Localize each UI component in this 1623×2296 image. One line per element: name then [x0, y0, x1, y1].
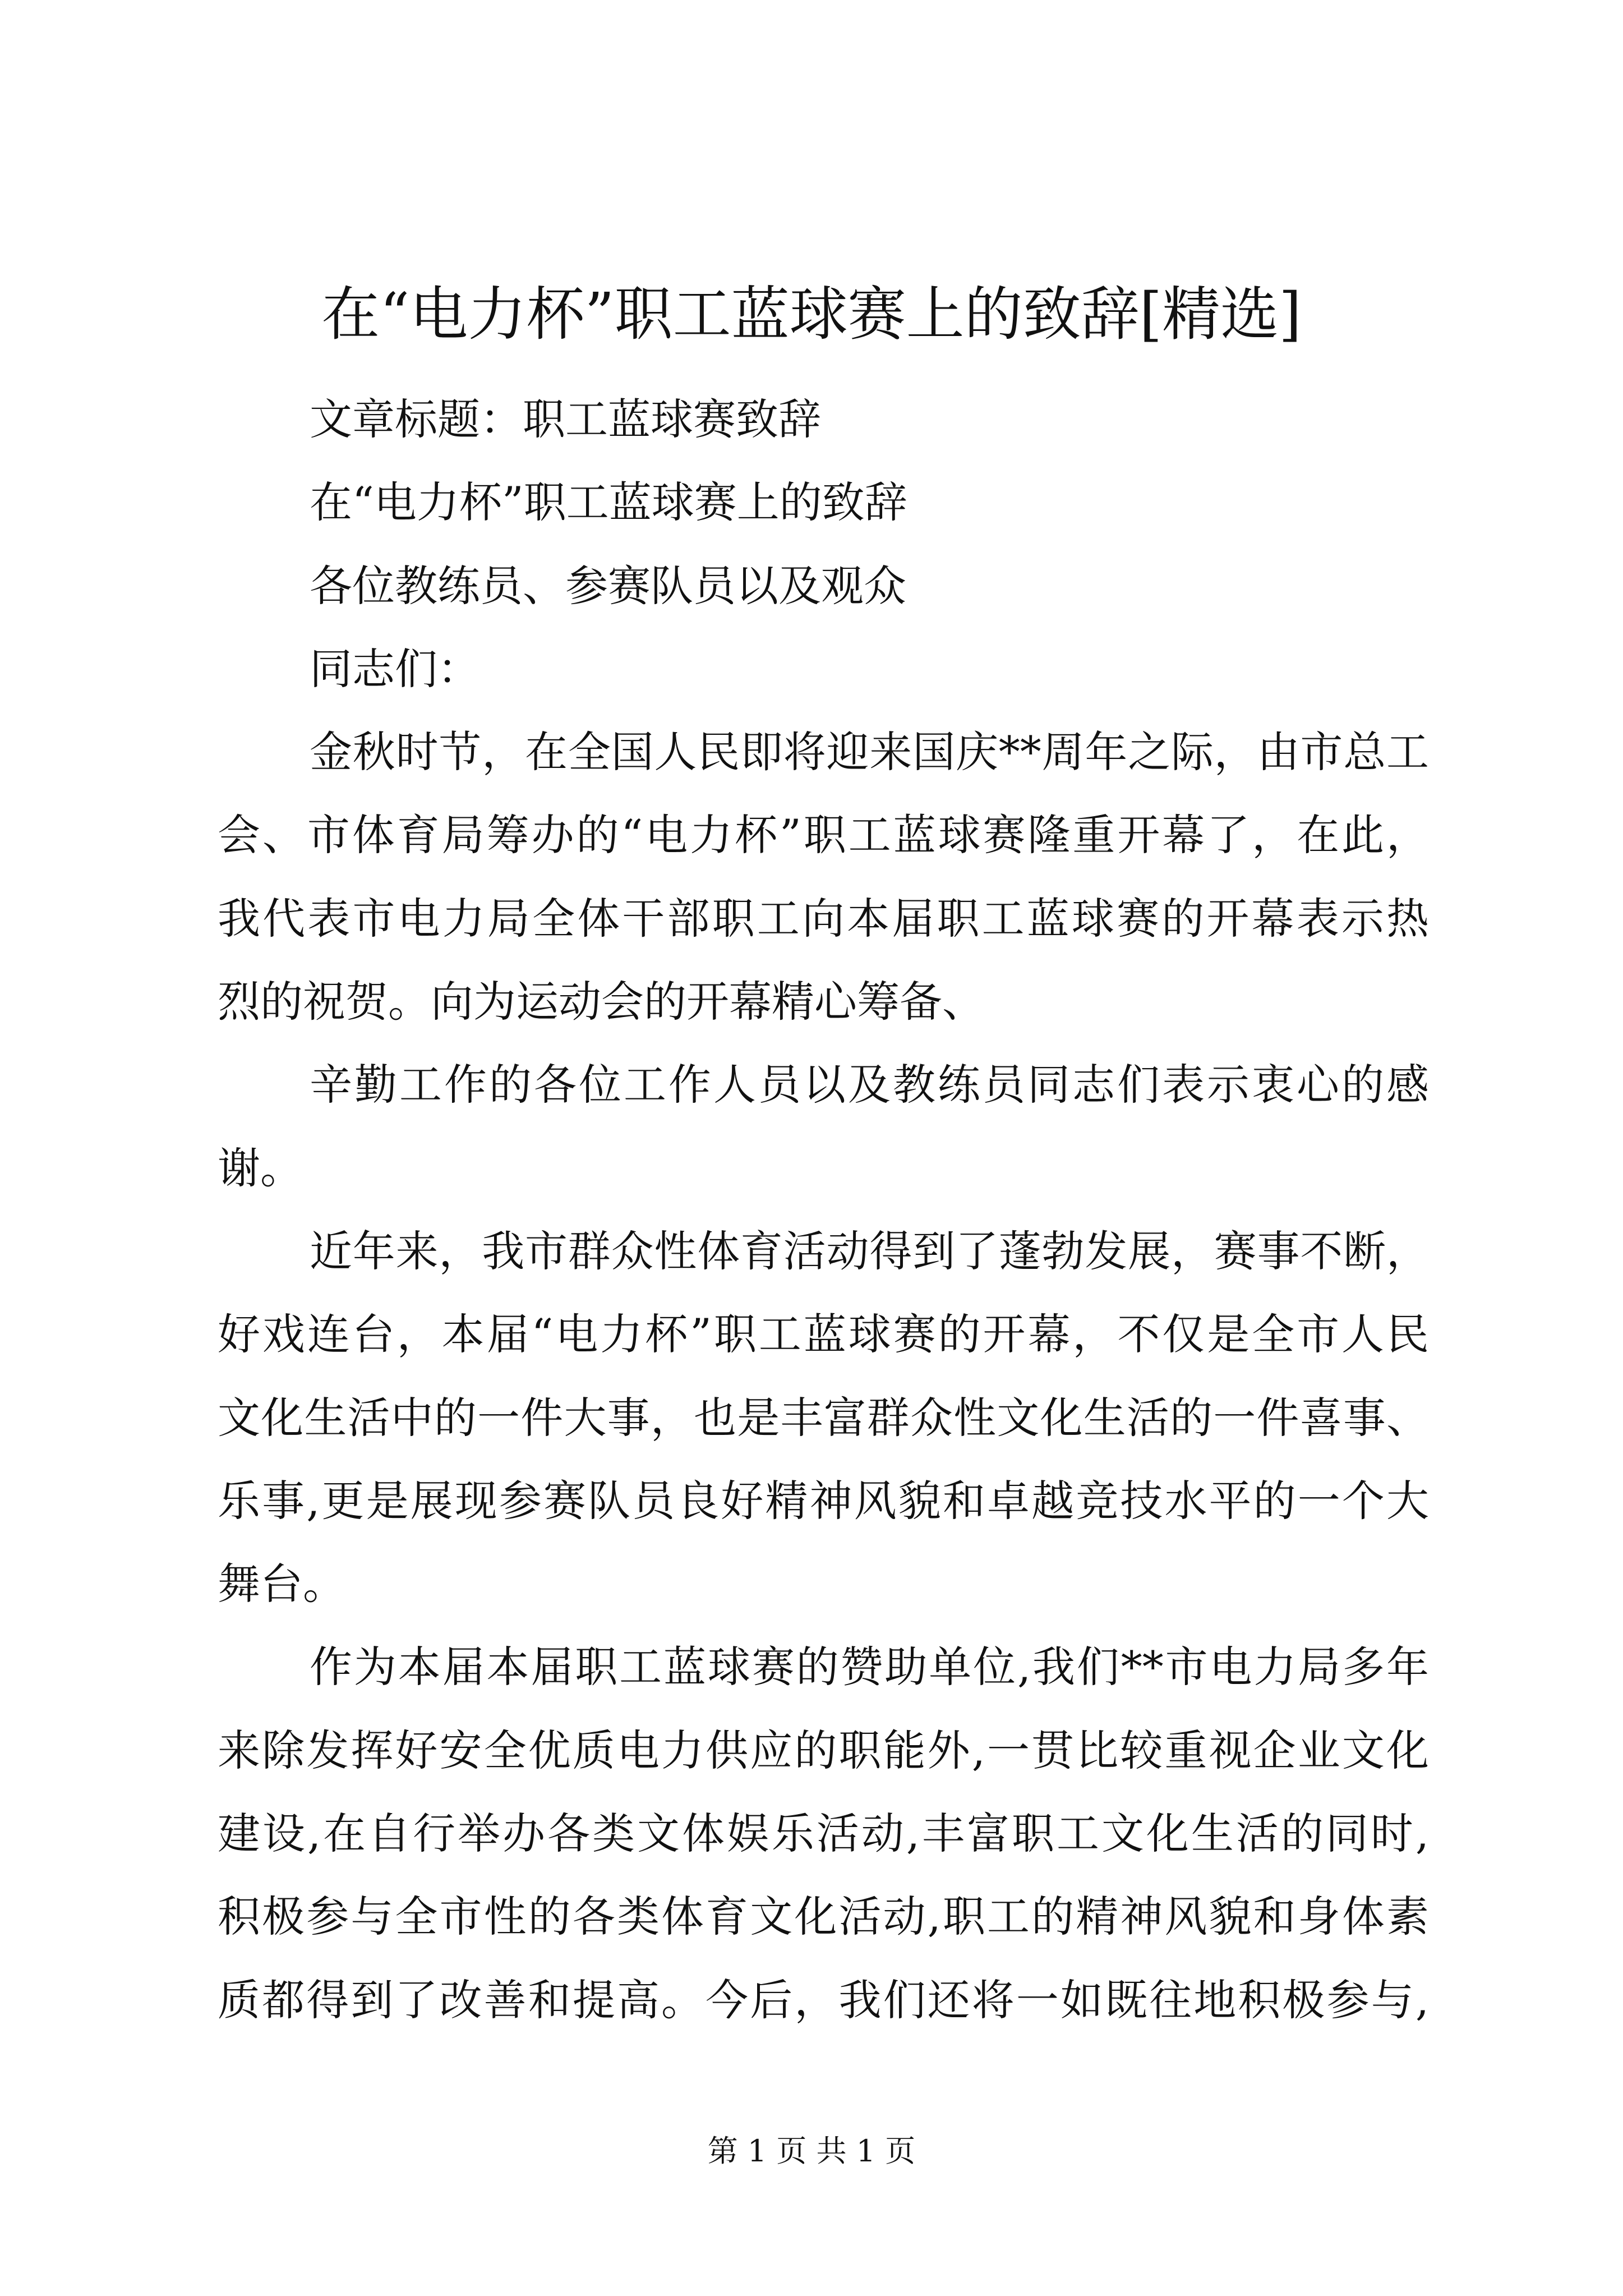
text-line: 谢。 — [218, 1143, 303, 1193]
text-line: 各位教练员、参赛队员以及观众 — [310, 560, 906, 611]
text-line: 近年来，我市群众性体育活动得到了蓬勃发展，赛事不断， — [310, 1226, 1429, 1276]
text-line: 金秋时节，在全国人民即将迎来国庆**周年之际，由市总工 — [310, 727, 1429, 777]
page-footer: 第 1 页 共 1 页 — [707, 2133, 916, 2169]
text-line: 好戏连台，本届“电力杯”职工蓝球赛的开幕，不仅是全市人民 — [218, 1309, 1429, 1360]
text-line: 作为本届本届职工蓝球赛的赞助单位,我们**市电力局多年 — [310, 1642, 1429, 1692]
text-line: 乐事,更是展现参赛队员良好精神风貌和卓越竞技水平的一个大 — [218, 1475, 1429, 1526]
text-line: 建设,在自行举办各类文体娱乐活动,丰富职工文化生活的同时, — [218, 1809, 1429, 1859]
text-line: 质都得到了改善和提高。今后，我们还将一如既往地积极参与, — [218, 1975, 1429, 2025]
text-line: 来除发挥好安全优质电力供应的职能外,一贯比较重视企业文化 — [218, 1725, 1429, 1775]
text-line: 积极参与全市性的各类体育文化活动,职工的精神风貌和身体素 — [218, 1892, 1429, 1942]
text-line: 文化生活中的一件大事，也是丰富群众性文化生活的一件喜事、 — [218, 1392, 1429, 1443]
text-line: 在“电力杯”职工蓝球赛上的致辞 — [310, 477, 907, 528]
text-line: 我代表市电力局全体干部职工向本届职工蓝球赛的开幕表示热 — [218, 893, 1429, 944]
document-body — [218, 378, 1429, 2042]
text-line: 同志们： — [310, 643, 480, 694]
text-line: 会、市体育局筹办的“电力杯”职工蓝球赛隆重开幕了，在此， — [218, 810, 1429, 861]
text-line: 辛勤工作的各位工作人员以及教练员同志们表示衷心的感 — [310, 1060, 1429, 1110]
document-title: 在“电力杯”职工蓝球赛上的致辞[精选] — [321, 280, 1302, 348]
text-line: 文章标题：职工蓝球赛致辞 — [310, 394, 821, 444]
text-line: 烈的祝贺。向为运动会的开幕精心筹备、 — [218, 977, 985, 1027]
text-line: 舞台。 — [218, 1559, 345, 1609]
